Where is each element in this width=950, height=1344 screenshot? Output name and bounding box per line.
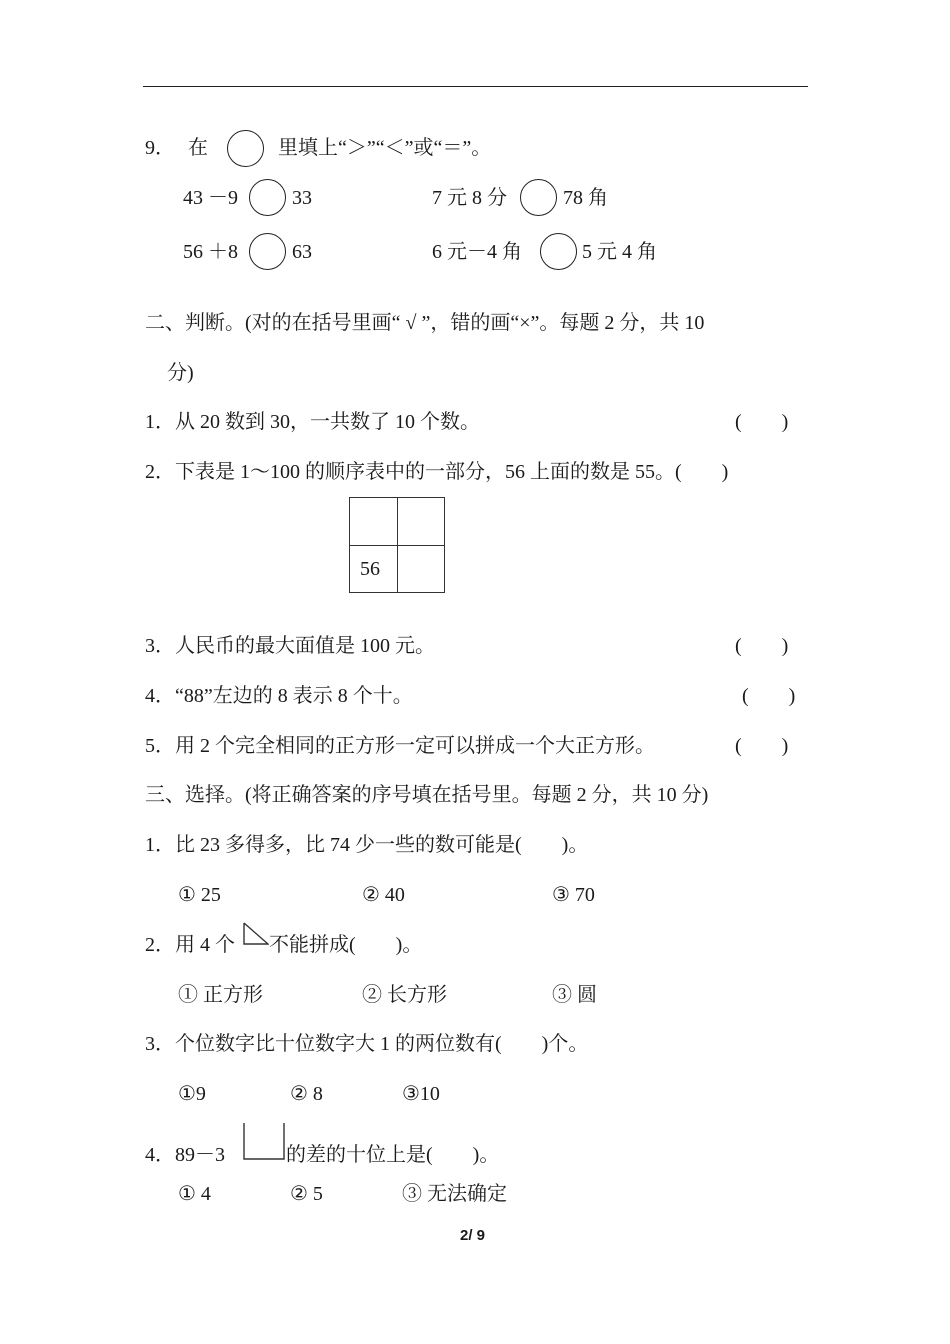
q9-item-b-left: 7 元 8 分 xyxy=(432,187,507,209)
number-grid xyxy=(349,497,445,593)
q9-item-a-left: 43 －9 xyxy=(183,187,238,209)
q9-item-c-right: 63 xyxy=(292,241,312,263)
judge-q2: 2．下表是 1～100 的顺序表中的一部分，56 上面的数是 55。( ) xyxy=(145,461,729,483)
choice-q4-opt1: ① 4 xyxy=(178,1183,211,1205)
judge-q5: 5．用 2 个完全相同的正方形一定可以拼成一个大正方形。 xyxy=(145,735,655,757)
q9-text-in: 在 xyxy=(188,137,208,159)
answer-circle-b[interactable] xyxy=(520,179,557,216)
choice-q1-opt1: ① 25 xyxy=(178,884,221,906)
q9-label: 9． xyxy=(145,137,175,159)
grid-cell-56: 56 xyxy=(360,558,380,580)
q9-item-a-right: 33 xyxy=(292,187,312,209)
judge-q4-answer[interactable]: ( ) xyxy=(742,685,796,707)
judge-q3: 3．人民币的最大面值是 100 元。 xyxy=(145,635,435,657)
section2-title: 二、判断。(对的在括号里画“ √ ”，错的画“×”。每题 2 分，共 10 xyxy=(145,312,705,334)
triangle-icon xyxy=(243,922,269,946)
answer-circle-example xyxy=(227,130,264,167)
page-number: 2/ 9 xyxy=(460,1227,486,1244)
choice-q4-a: 4．89－3 xyxy=(145,1144,225,1166)
choice-q2-a: 2．用 4 个 xyxy=(145,934,235,956)
section3-title: 三、选择。(将正确答案的序号填在括号里。每题 2 分，共 10 分) xyxy=(145,784,709,806)
answer-circle-d[interactable] xyxy=(540,233,577,270)
q9-item-b-right: 78 角 xyxy=(563,187,608,209)
q9-item-d-right: 5 元 4 角 xyxy=(582,241,657,263)
choice-q2-opt1: ① 正方形 xyxy=(178,984,263,1006)
choice-q4-opt2: ② 5 xyxy=(290,1183,323,1205)
choice-q2-b: 不能拼成( )。 xyxy=(269,934,423,956)
choice-q3-opt2: ② 8 xyxy=(290,1083,323,1105)
choice-q1-opt2: ② 40 xyxy=(362,884,405,906)
choice-q4-b: 的差的十位上是( )。 xyxy=(286,1144,500,1166)
choice-q4-opt3: ③ 无法确定 xyxy=(402,1183,507,1205)
choice-q3-opt3: ③10 xyxy=(402,1083,440,1105)
judge-q1: 1．从 20 数到 30，一共数了 10 个数。 xyxy=(145,411,480,433)
section2-title-cont: 分) xyxy=(167,362,194,384)
answer-circle-c[interactable] xyxy=(249,233,286,270)
judge-q4: 4．“88”左边的 8 表示 8 个十。 xyxy=(145,685,413,707)
q9-instruction: 里填上“＞”“＜”或“＝”。 xyxy=(278,137,492,159)
choice-q2-opt2: ② 长方形 xyxy=(362,984,447,1006)
choice-q3-opt1: ①9 xyxy=(178,1083,206,1105)
answer-circle-a[interactable] xyxy=(249,179,286,216)
judge-q3-answer[interactable]: ( ) xyxy=(735,635,789,657)
choice-q3: 3．个位数字比十位数字大 1 的两位数有( )个。 xyxy=(145,1033,589,1055)
blank-box-icon xyxy=(243,1122,285,1160)
choice-q2-opt3: ③ 圆 xyxy=(552,984,597,1006)
choice-q1: 1．比 23 多得多，比 74 少一些的数可能是( )。 xyxy=(145,834,589,856)
header-rule xyxy=(143,86,808,87)
choice-q1-opt3: ③ 70 xyxy=(552,884,595,906)
q9-item-d-left: 6 元－4 角 xyxy=(432,241,522,263)
judge-q5-answer[interactable]: ( ) xyxy=(735,735,789,757)
q9-item-c-left: 56 ＋8 xyxy=(183,241,238,263)
judge-q1-answer[interactable]: ( ) xyxy=(735,411,789,433)
